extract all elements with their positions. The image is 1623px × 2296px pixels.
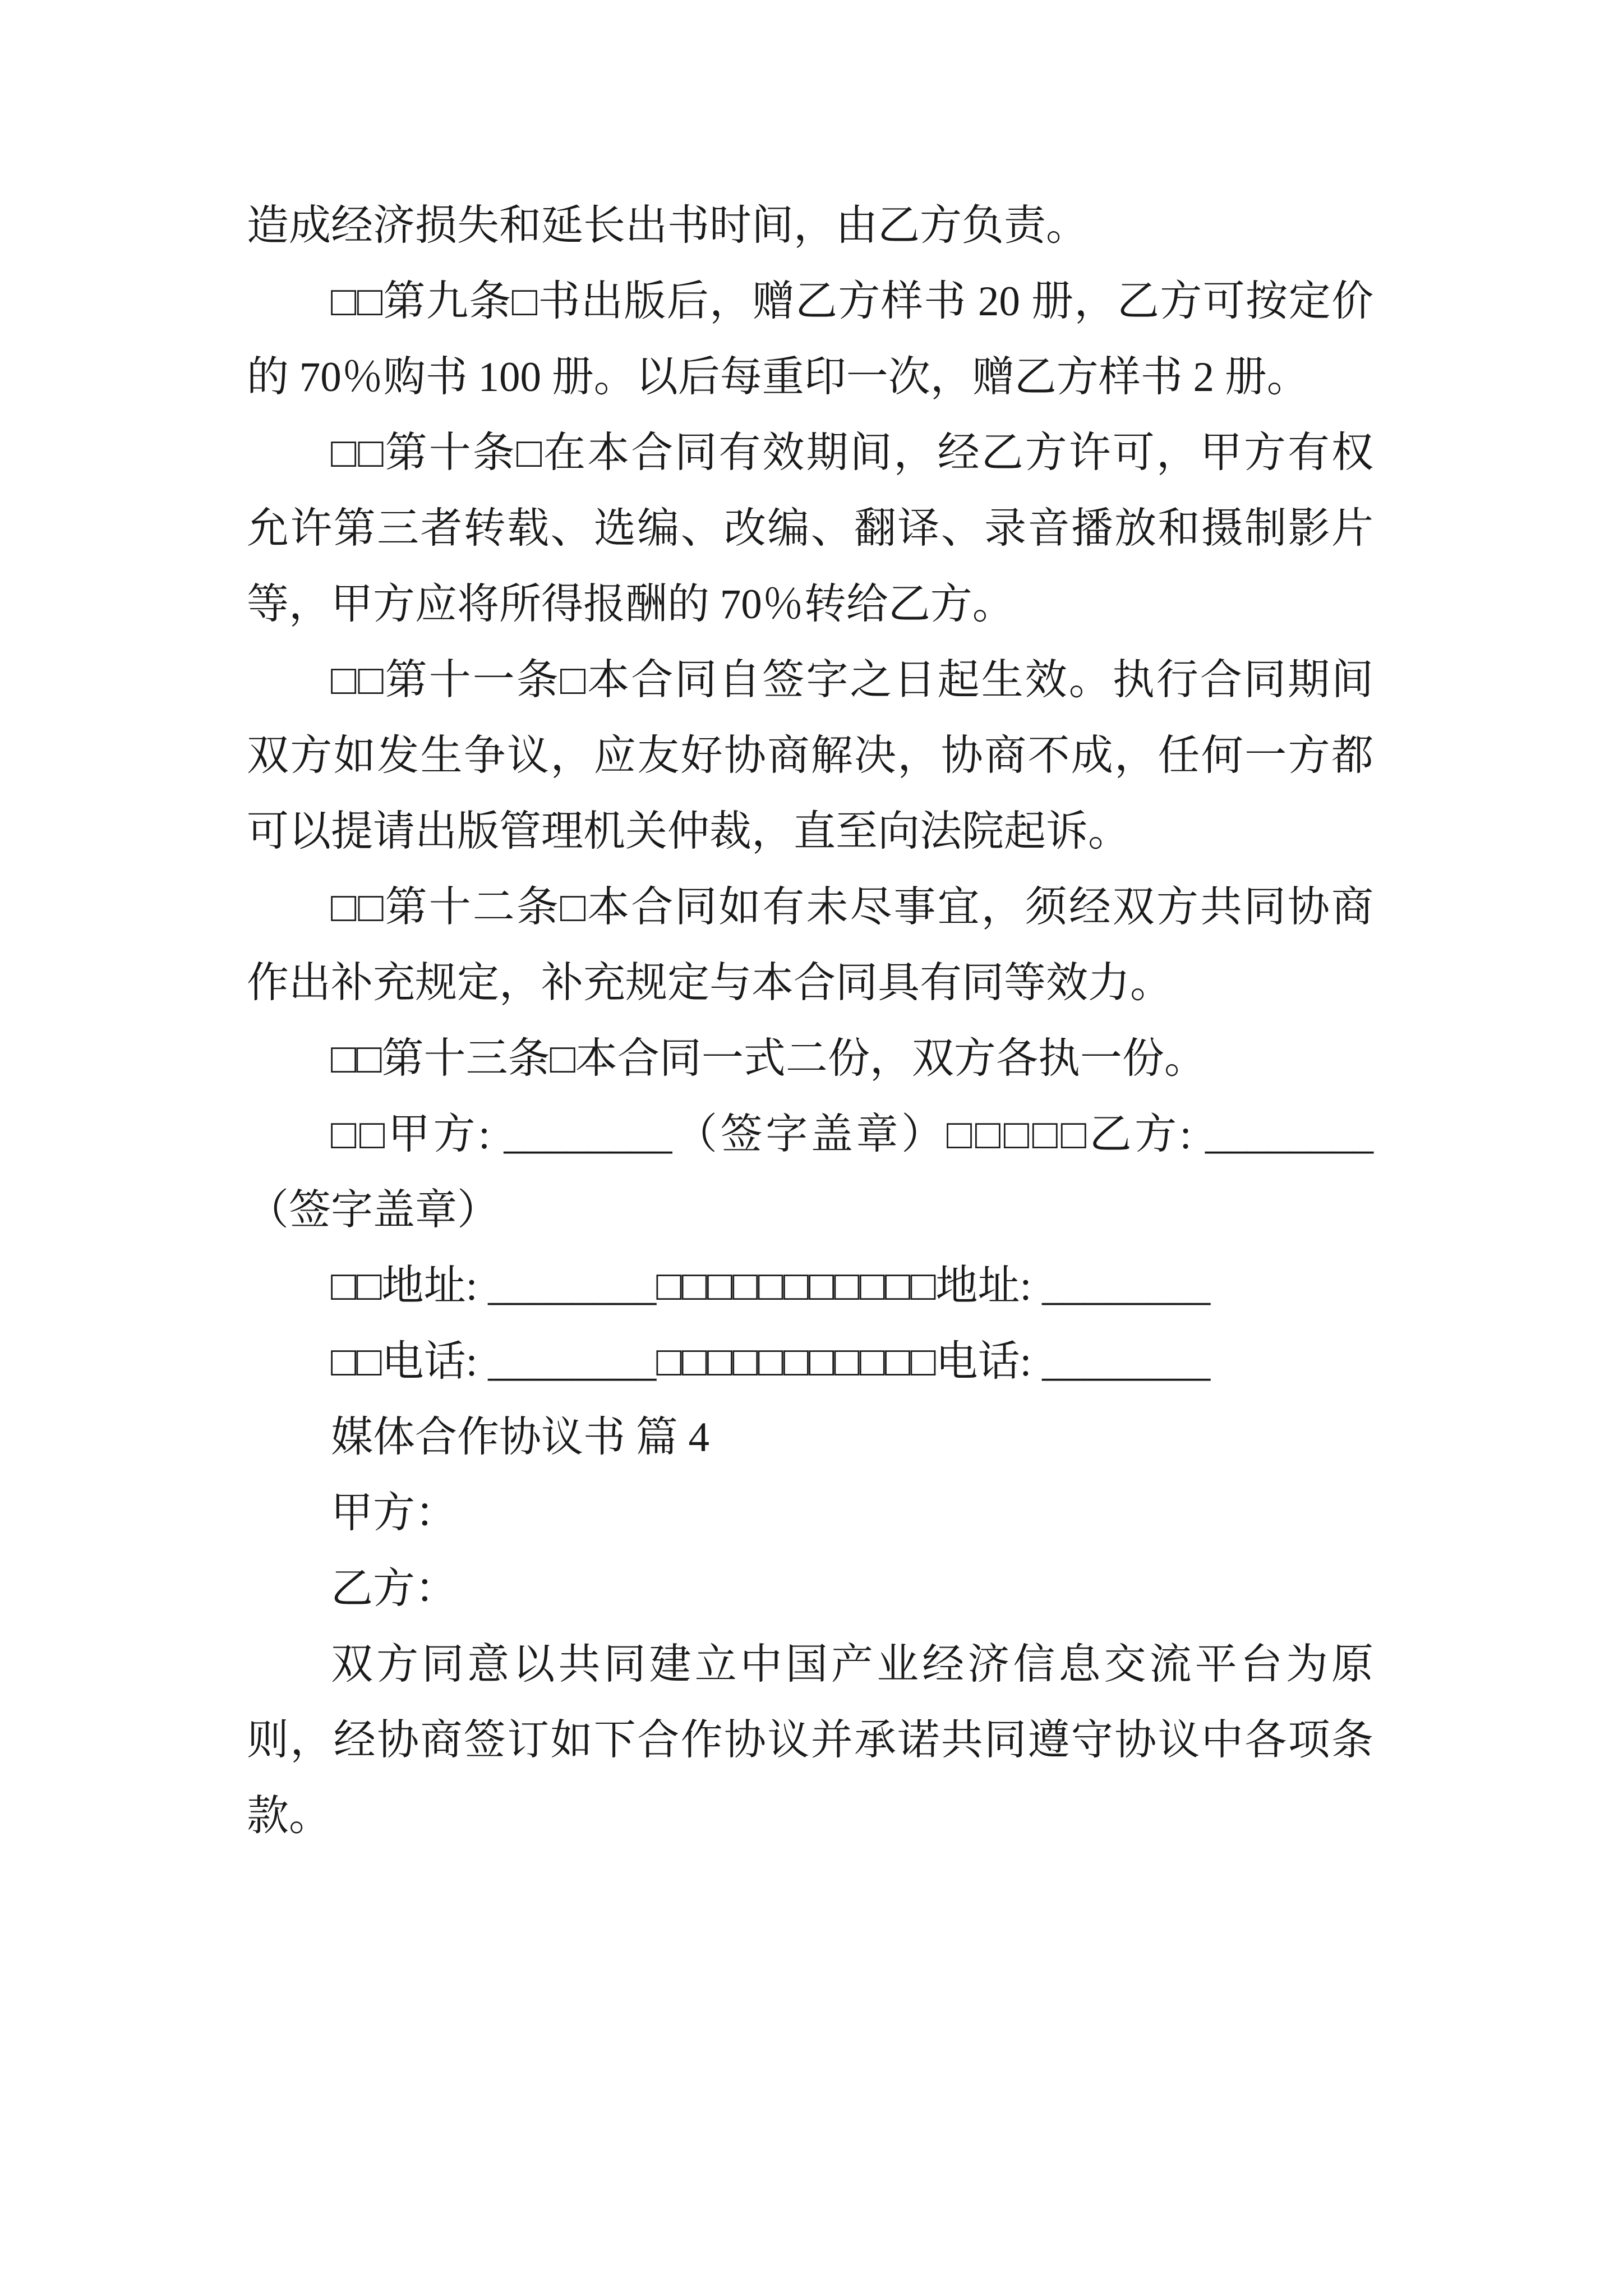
address-line: □□地址: ________□□□□□□□□□□□地址: ________ — [331, 1263, 1211, 1309]
party-b-line: 乙方： — [331, 1566, 458, 1612]
clause-10: □□第十条□在本合同有效期间，经乙方许可，甲方有权允许第三者转载、选编、改编、翻译、录音播放和摄制影片等，甲方应将所得报酬的 70％转给乙方。 — [247, 430, 1373, 628]
clause-13: □□第十三条□本合同一式二份，双方各执一份。 — [331, 1036, 1206, 1082]
clause-8-continuation: 造成经济损失和延长出书时间，由乙方负责。 — [247, 203, 1089, 249]
party-a-line: 甲方： — [331, 1490, 458, 1536]
intro-paragraph: 双方同意以共同建立中国产业经济信息交流平台为原则，经协商签订如下合作协议并承诺共同遵守协议中各项条款。 — [247, 1641, 1373, 1839]
clause-11: □□第十一条□本合同自签字之日起生效。执行合同期间双方如发生争议，应友好协商解决，协商不成，任何一方都可以提请出版管理机关仲裁，直至向法院起诉。 — [247, 657, 1373, 855]
phone-line: □□电话: ________□□□□□□□□□□□电话: ________ — [331, 1338, 1211, 1385]
signature-line: □□甲方: ________（签字盖章）□□□□□乙方: ________（签字盖章） — [247, 1111, 1373, 1234]
clause-12: □□第十二条□本合同如有未尽事宜，须经双方共同协商作出补充规定，补充规定与本合同具有同等效力。 — [247, 884, 1373, 1006]
clause-9: □□第九条□书出版后，赠乙方样书 20 册，乙方可按定价的 70％购书 100 册。以后每重印一次，赠乙方样书 2 册。 — [247, 278, 1373, 401]
section-heading: 媒体合作协议书 篇 4 — [331, 1414, 710, 1461]
